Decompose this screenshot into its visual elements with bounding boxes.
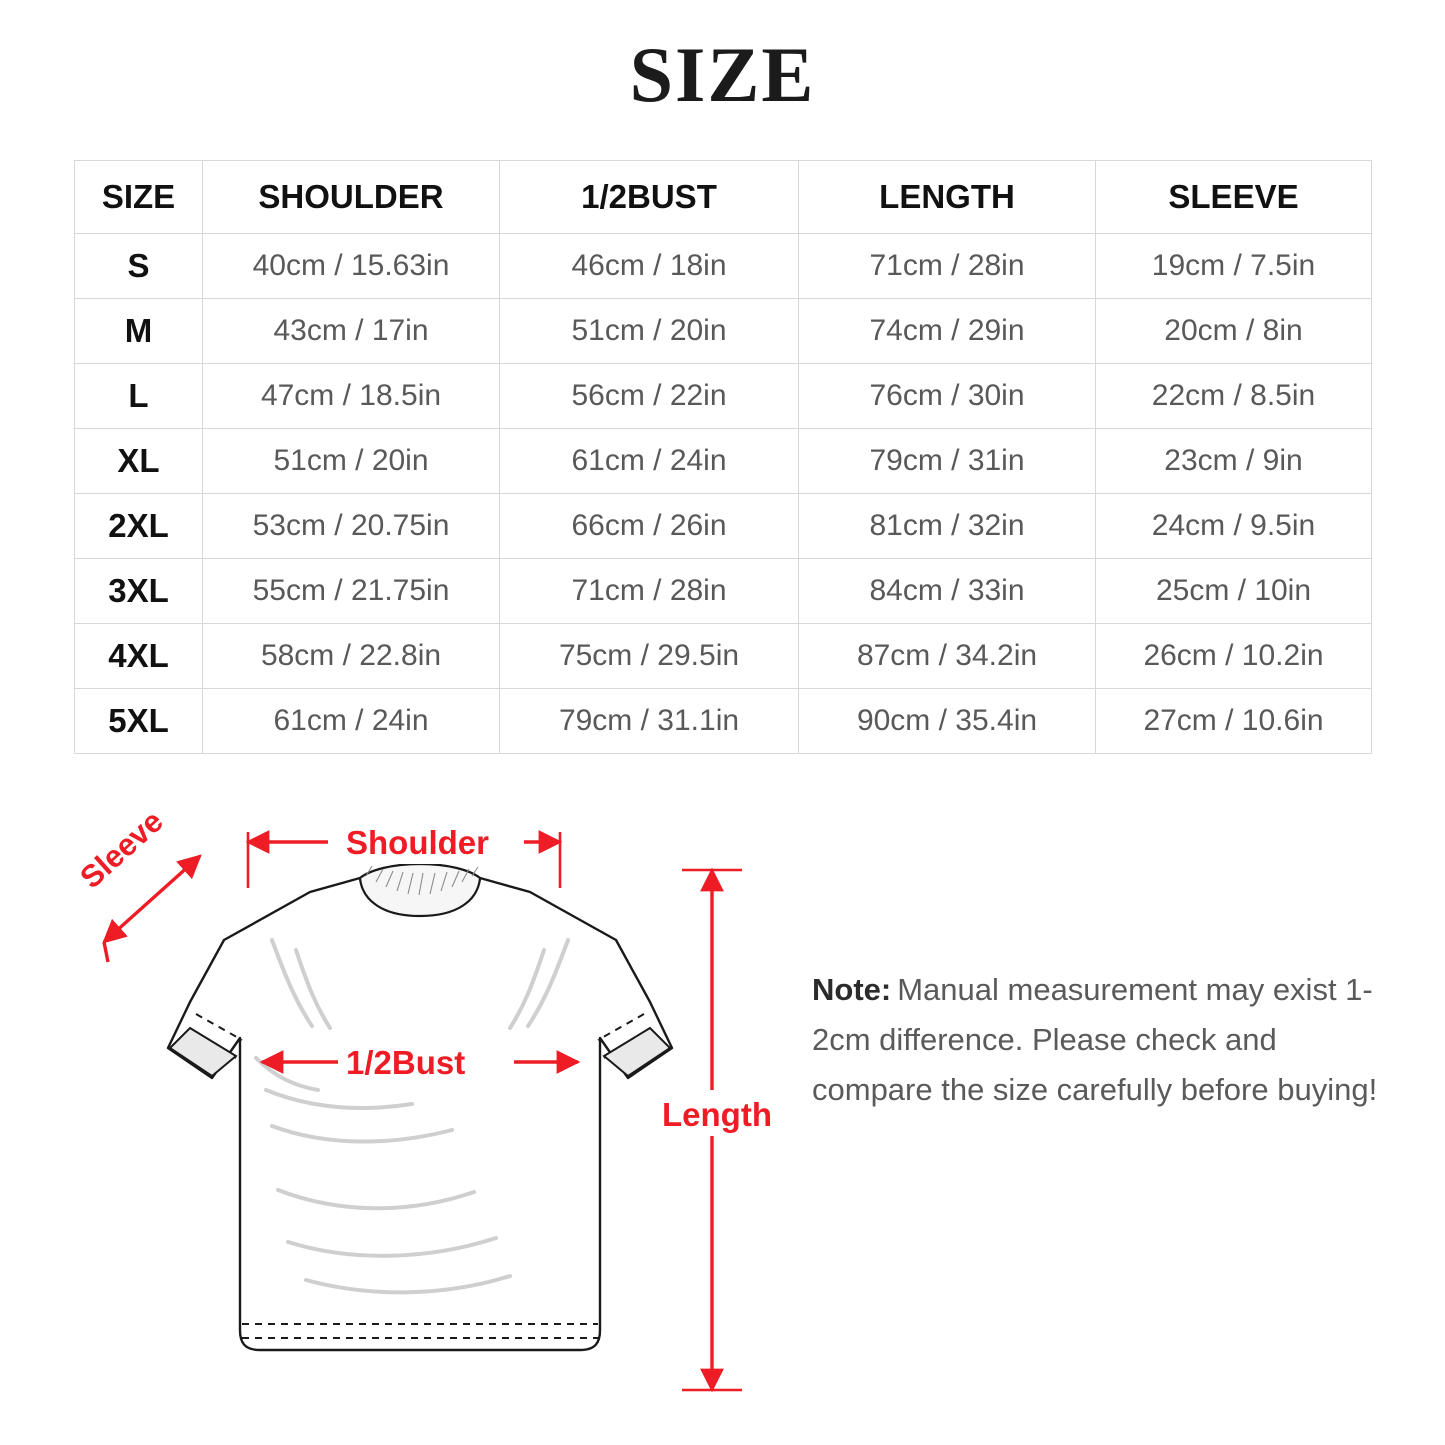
table-row	[75, 299, 1372, 364]
cell-shoulder: 58cm / 22.8in	[203, 624, 500, 689]
cell-sleeve: 19cm / 7.5in	[1096, 234, 1372, 299]
table-header-row	[75, 161, 1372, 234]
cell-bust: 61cm / 24in	[500, 429, 799, 494]
tshirt-illustration	[168, 864, 672, 1350]
page-title: SIZE	[629, 31, 816, 118]
cell-sleeve: 24cm / 9.5in	[1096, 494, 1372, 559]
note-text: Manual measurement may exist 1-2cm difference. Please check and compare the size carefully before buying!	[812, 972, 1378, 1108]
column-header-bust: 1/2BUST	[500, 161, 799, 234]
cell-length: 71cm / 28in	[799, 234, 1096, 299]
cell-sleeve: 22cm / 8.5in	[1096, 364, 1372, 429]
cell-sleeve: 25cm / 10in	[1096, 559, 1372, 624]
cell-size: 5XL	[75, 689, 203, 754]
cell-length: 81cm / 32in	[799, 494, 1096, 559]
note-label: Note:	[812, 972, 892, 1007]
cell-size: M	[75, 299, 203, 364]
cell-shoulder: 47cm / 18.5in	[203, 364, 500, 429]
size-table	[74, 160, 1372, 754]
cell-bust: 66cm / 26in	[500, 494, 799, 559]
table-row	[75, 559, 1372, 624]
note-block	[812, 965, 1382, 1116]
column-header-sleeve: SLEEVE	[1096, 161, 1372, 234]
column-header-length: LENGTH	[799, 161, 1096, 234]
cell-shoulder: 43cm / 17in	[203, 299, 500, 364]
table-row	[75, 624, 1372, 689]
cell-length: 90cm / 35.4in	[799, 689, 1096, 754]
cell-size: 3XL	[75, 559, 203, 624]
cell-bust: 79cm / 31.1in	[500, 689, 799, 754]
tshirt-measurement-diagram	[60, 790, 780, 1410]
table-row	[75, 689, 1372, 754]
cell-shoulder: 55cm / 21.75in	[203, 559, 500, 624]
cell-size: XL	[75, 429, 203, 494]
cell-size: 4XL	[75, 624, 203, 689]
table-row	[75, 429, 1372, 494]
table-row	[75, 494, 1372, 559]
cell-shoulder: 40cm / 15.63in	[203, 234, 500, 299]
cell-length: 87cm / 34.2in	[799, 624, 1096, 689]
sleeve-label: Sleeve	[73, 803, 170, 896]
cell-length: 76cm / 30in	[799, 364, 1096, 429]
cell-bust: 51cm / 20in	[500, 299, 799, 364]
table-row	[75, 364, 1372, 429]
cell-size: S	[75, 234, 203, 299]
cell-shoulder: 53cm / 20.75in	[203, 494, 500, 559]
cell-length: 79cm / 31in	[799, 429, 1096, 494]
column-header-size: SIZE	[75, 161, 203, 234]
cell-sleeve: 27cm / 10.6in	[1096, 689, 1372, 754]
shoulder-label: Shoulder	[346, 824, 490, 861]
table-row	[75, 234, 1372, 299]
cell-size: 2XL	[75, 494, 203, 559]
cell-bust: 75cm / 29.5in	[500, 624, 799, 689]
length-label: Length	[662, 1096, 772, 1133]
cell-bust: 71cm / 28in	[500, 559, 799, 624]
bust-label: 1/2Bust	[346, 1044, 466, 1081]
cell-sleeve: 20cm / 8in	[1096, 299, 1372, 364]
cell-sleeve: 26cm / 10.2in	[1096, 624, 1372, 689]
cell-size: L	[75, 364, 203, 429]
cell-sleeve: 23cm / 9in	[1096, 429, 1372, 494]
cell-bust: 46cm / 18in	[500, 234, 799, 299]
cell-length: 74cm / 29in	[799, 299, 1096, 364]
cell-shoulder: 61cm / 24in	[203, 689, 500, 754]
column-header-shoulder: SHOULDER	[203, 161, 500, 234]
cell-length: 84cm / 33in	[799, 559, 1096, 624]
cell-bust: 56cm / 22in	[500, 364, 799, 429]
cell-shoulder: 51cm / 20in	[203, 429, 500, 494]
